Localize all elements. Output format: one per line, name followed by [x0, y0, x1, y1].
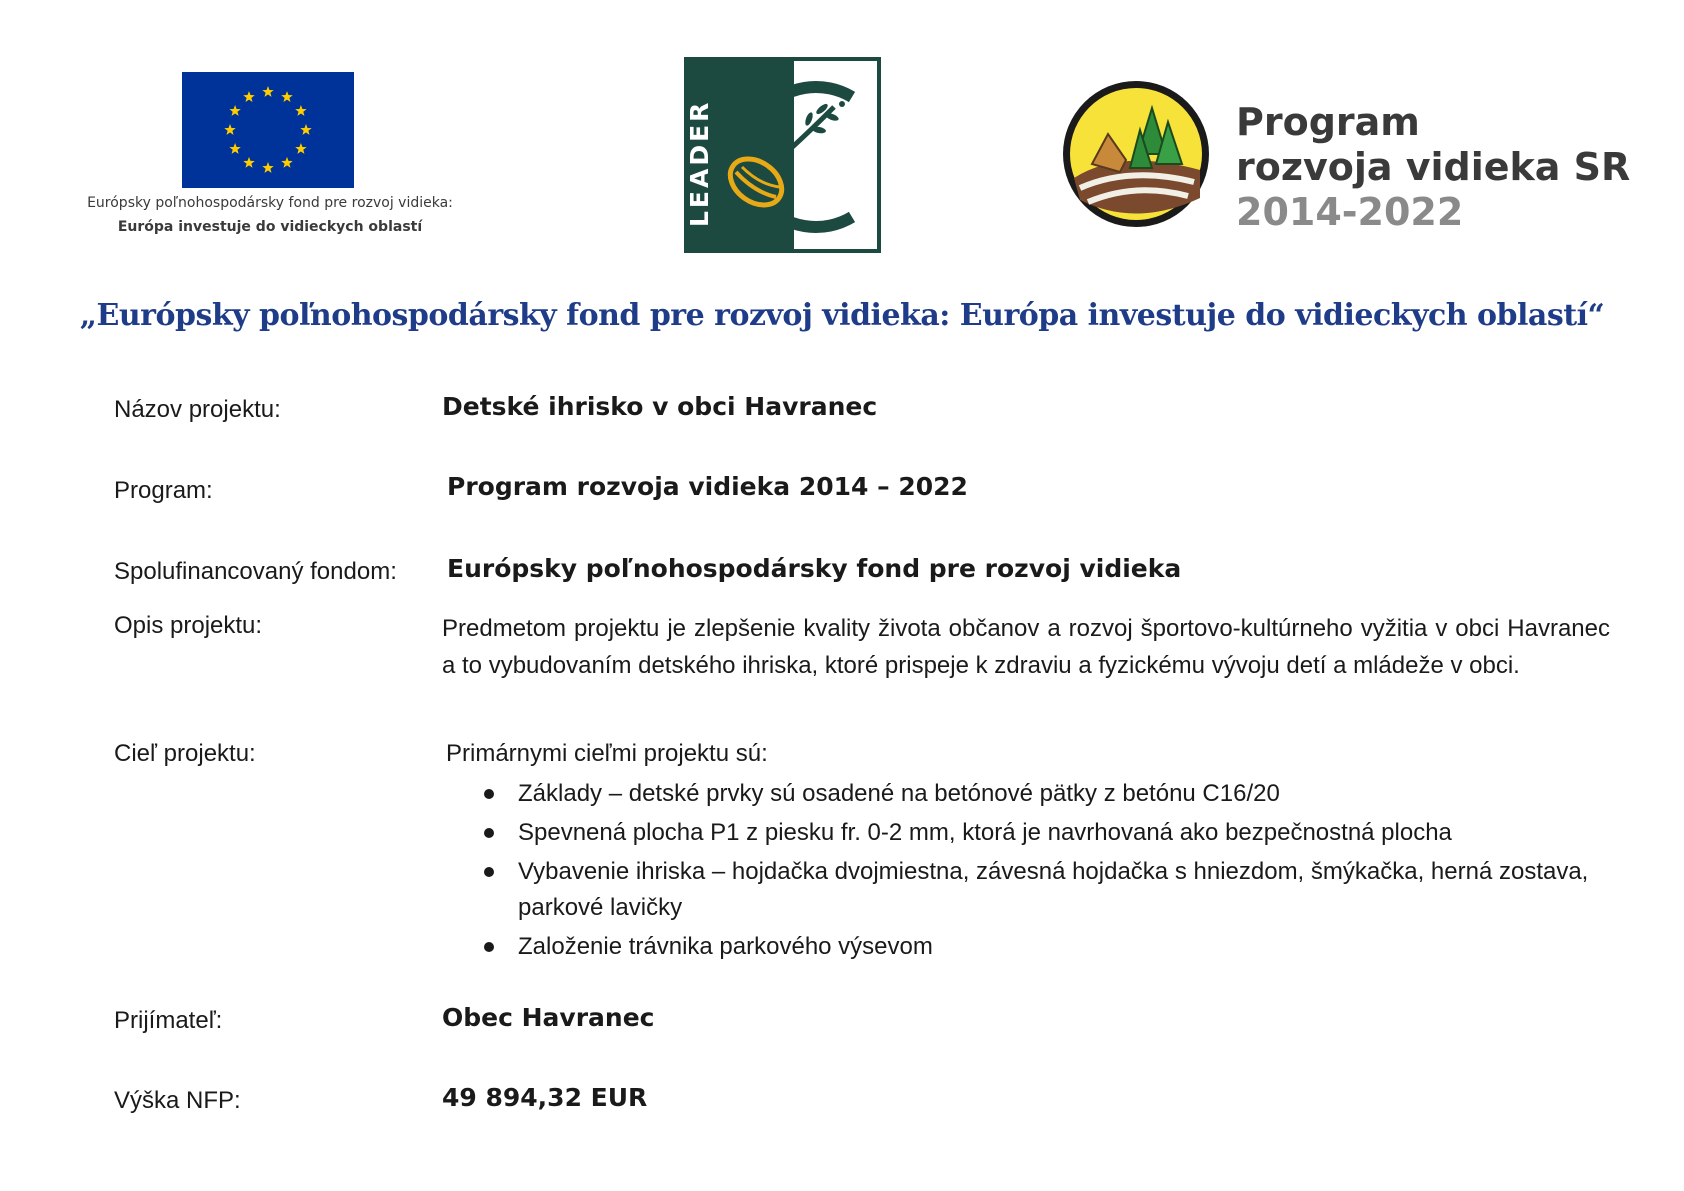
goal-item-text: Spevnená plocha P1 z piesku fr. 0-2 mm, ktorá je navrhovaná ako bezpečnostná plocha — [518, 819, 1452, 846]
eu-star-icon — [229, 143, 240, 154]
prv-title-line2: rozvoja vidieka SR — [1236, 145, 1631, 189]
eu-star-icon — [295, 143, 306, 154]
eu-star-icon — [300, 124, 311, 135]
project-name-value: Detské ihrisko v obci Havranec — [442, 392, 878, 421]
goal-list-item — [482, 815, 1652, 851]
goal-item-text: Základy – detské prvky sú osadené na betónové pätky z betónu C16/20 — [518, 780, 1280, 807]
fund-value: Európsky poľnohospodársky fond pre rozvoj vidieka — [447, 554, 1182, 583]
eu-star-icon — [243, 157, 254, 168]
leader-logo — [684, 57, 881, 253]
eu-star-icon — [229, 105, 240, 116]
goal-list — [482, 776, 1652, 968]
bullet-icon — [484, 867, 494, 877]
goal-intro: Primárnymi cieľmi projektu sú: — [446, 740, 768, 767]
goal-label: Cieľ projektu: — [114, 740, 256, 767]
nfp-value: 49 894,32 EUR — [442, 1083, 648, 1112]
prv-emblem-logo — [1060, 78, 1212, 230]
goal-list-item — [482, 854, 1652, 926]
eu-star-icon — [295, 105, 306, 116]
eu-caption-line1: Európsky poľnohospodársky fond pre rozvoj vidieka: — [87, 195, 453, 211]
project-name-label: Názov projektu: — [114, 396, 281, 423]
eu-flag-logo — [182, 72, 354, 188]
prv-title-line1: Program — [1236, 100, 1420, 144]
bullet-icon — [484, 789, 494, 799]
program-value: Program rozvoja vidieka 2014 – 2022 — [447, 472, 968, 501]
page-headline: „Európsky poľnohospodársky fond pre rozvoj vidieka: Európa investuje do vidieckych oblastí“ — [79, 298, 1605, 333]
eu-star-icon — [262, 162, 273, 173]
bullet-icon — [484, 942, 494, 952]
eu-caption-line2: Európa investuje do vidieckych oblastí — [117, 219, 423, 235]
description-label: Opis projektu: — [114, 612, 263, 639]
goal-item-text: Vybavenie ihriska – hojdačka dvojmiestna, závesná hojdačka s hniezdom, šmýkačka, herná zostava, parkové lavičky — [518, 858, 1589, 921]
goal-item-text: Založenie trávnika parkového výsevom — [518, 933, 933, 960]
eu-star-icon — [281, 91, 292, 102]
eu-star-icon — [224, 124, 235, 135]
leader-wordmark: LEADER — [685, 99, 714, 227]
description-value: Predmetom projektu je zlepšenie kvality života občanov a rozvoj športovo-kultúrneho vyžitia v obci Havranec a to vybudovaním detského ihriska, ktoré prispeje k zdraviu a fyzickému vývoju detí a mládeže v obci. — [442, 615, 1610, 679]
eu-star-icon — [281, 157, 292, 168]
goal-list-item — [482, 776, 1652, 812]
program-label: Program: — [114, 477, 213, 504]
goal-list-item — [482, 929, 1652, 965]
eu-star-icon — [243, 91, 254, 102]
prv-title-years: 2014-2022 — [1236, 190, 1464, 234]
recipient-label: Prijímateľ: — [114, 1007, 223, 1034]
bullet-icon — [484, 828, 494, 838]
eu-star-icon — [262, 86, 273, 97]
eu-stars-icon — [182, 72, 354, 188]
fund-label: Spolufinancovaný fondom: — [114, 558, 397, 585]
recipient-value: Obec Havranec — [442, 1003, 655, 1032]
nfp-label: Výška NFP: — [114, 1087, 241, 1114]
